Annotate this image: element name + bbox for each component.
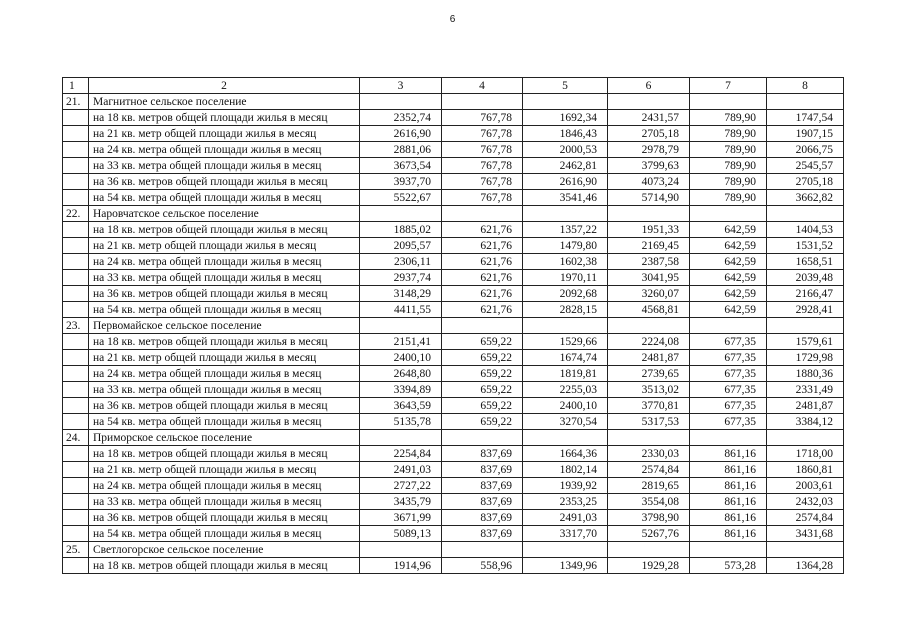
value-cell: 5317,53: [608, 414, 690, 430]
row-description: на 33 кв. метра общей площади жилья в месяц: [89, 494, 360, 510]
page-number: 6: [449, 14, 456, 25]
empty-cell: [442, 318, 523, 334]
value-cell: 3554,08: [608, 494, 690, 510]
value-cell: 2491,03: [523, 510, 608, 526]
value-cell: 1819,81: [523, 366, 608, 382]
table-row: [63, 398, 844, 414]
row-description: на 21 кв. метр общей площади жилья в месяц: [89, 350, 360, 366]
value-cell: 1364,28: [767, 558, 844, 574]
value-cell: 677,35: [690, 398, 767, 414]
value-cell: 2978,79: [608, 142, 690, 158]
empty-cell: [360, 430, 442, 446]
value-cell: 2331,49: [767, 382, 844, 398]
value-cell: 642,59: [690, 254, 767, 270]
table-row: [63, 446, 844, 462]
value-cell: 2353,25: [523, 494, 608, 510]
empty-cell: [63, 334, 89, 350]
value-cell: 2545,57: [767, 158, 844, 174]
value-cell: 1718,00: [767, 446, 844, 462]
empty-cell: [523, 430, 608, 446]
empty-cell: [63, 174, 89, 190]
value-cell: 861,16: [690, 462, 767, 478]
value-cell: 642,59: [690, 238, 767, 254]
value-cell: 789,90: [690, 158, 767, 174]
table-row: [63, 510, 844, 526]
empty-cell: [63, 286, 89, 302]
value-cell: 1939,92: [523, 478, 608, 494]
value-cell: 659,22: [442, 382, 523, 398]
value-cell: 1404,53: [767, 222, 844, 238]
section-row: [63, 206, 844, 222]
value-cell: 677,35: [690, 350, 767, 366]
empty-cell: [63, 158, 89, 174]
row-description: на 24 кв. метра общей площади жилья в месяц: [89, 478, 360, 494]
row-description: на 18 кв. метров общей площади жилья в месяц: [89, 110, 360, 126]
value-cell: 1531,52: [767, 238, 844, 254]
value-cell: 789,90: [690, 174, 767, 190]
value-cell: 2574,84: [767, 510, 844, 526]
section-index: 24.: [63, 430, 89, 446]
section-title: Магнитное сельское поселение: [89, 94, 360, 110]
value-cell: 1880,36: [767, 366, 844, 382]
header-cell: 5: [523, 78, 608, 94]
value-cell: 2039,48: [767, 270, 844, 286]
value-cell: 3435,79: [360, 494, 442, 510]
empty-cell: [63, 414, 89, 430]
section-index: 25.: [63, 542, 89, 558]
value-cell: 2000,53: [523, 142, 608, 158]
empty-cell: [767, 318, 844, 334]
value-cell: 3270,54: [523, 414, 608, 430]
table-row: [63, 494, 844, 510]
value-cell: 642,59: [690, 270, 767, 286]
value-cell: 1914,96: [360, 558, 442, 574]
row-description: на 36 кв. метров общей площади жилья в месяц: [89, 174, 360, 190]
value-cell: 1479,80: [523, 238, 608, 254]
value-cell: 3673,54: [360, 158, 442, 174]
section-title: Приморское сельское поселение: [89, 430, 360, 446]
value-cell: 2739,65: [608, 366, 690, 382]
empty-cell: [63, 350, 89, 366]
value-cell: 1658,51: [767, 254, 844, 270]
header-cell: 8: [767, 78, 844, 94]
section-index: 22.: [63, 206, 89, 222]
section-title: Светлогорское сельское поселение: [89, 542, 360, 558]
row-description: на 33 кв. метра общей площади жилья в месяц: [89, 270, 360, 286]
value-cell: 2169,45: [608, 238, 690, 254]
value-cell: 677,35: [690, 334, 767, 350]
value-cell: 677,35: [690, 382, 767, 398]
value-cell: 1692,34: [523, 110, 608, 126]
value-cell: 3937,70: [360, 174, 442, 190]
empty-cell: [442, 206, 523, 222]
value-cell: 2431,57: [608, 110, 690, 126]
row-description: на 24 кв. метра общей площади жилья в месяц: [89, 142, 360, 158]
value-cell: 2224,08: [608, 334, 690, 350]
empty-cell: [63, 254, 89, 270]
value-cell: 837,69: [442, 494, 523, 510]
value-cell: 3317,70: [523, 526, 608, 542]
value-cell: 789,90: [690, 126, 767, 142]
value-cell: 621,76: [442, 286, 523, 302]
value-cell: 861,16: [690, 478, 767, 494]
empty-cell: [63, 558, 89, 574]
empty-cell: [63, 446, 89, 462]
value-cell: 861,16: [690, 446, 767, 462]
empty-cell: [767, 542, 844, 558]
empty-cell: [63, 494, 89, 510]
row-description: на 54 кв. метра общей площади жилья в месяц: [89, 302, 360, 318]
row-description: на 33 кв. метра общей площади жилья в месяц: [89, 158, 360, 174]
value-cell: 767,78: [442, 126, 523, 142]
value-cell: 3643,59: [360, 398, 442, 414]
value-cell: 4411,55: [360, 302, 442, 318]
value-cell: 789,90: [690, 142, 767, 158]
table-row: [63, 478, 844, 494]
value-cell: 1885,02: [360, 222, 442, 238]
empty-cell: [523, 94, 608, 110]
section-title: Наровчатское сельское поселение: [89, 206, 360, 222]
empty-cell: [360, 318, 442, 334]
value-cell: 1970,11: [523, 270, 608, 286]
empty-cell: [690, 318, 767, 334]
row-description: на 18 кв. метров общей площади жилья в месяц: [89, 558, 360, 574]
empty-cell: [690, 542, 767, 558]
tariff-table: [62, 77, 844, 574]
table-row: [63, 158, 844, 174]
value-cell: 2727,22: [360, 478, 442, 494]
value-cell: 861,16: [690, 526, 767, 542]
value-cell: 789,90: [690, 190, 767, 206]
empty-cell: [608, 206, 690, 222]
value-cell: 2616,90: [360, 126, 442, 142]
table-body: [63, 78, 844, 574]
value-cell: 1860,81: [767, 462, 844, 478]
header-cell: 3: [360, 78, 442, 94]
value-cell: 3260,07: [608, 286, 690, 302]
value-cell: 2819,65: [608, 478, 690, 494]
value-cell: 621,76: [442, 270, 523, 286]
value-cell: 2151,41: [360, 334, 442, 350]
value-cell: 2881,06: [360, 142, 442, 158]
empty-cell: [360, 542, 442, 558]
empty-cell: [690, 206, 767, 222]
value-cell: 767,78: [442, 174, 523, 190]
value-cell: 1846,43: [523, 126, 608, 142]
empty-cell: [63, 462, 89, 478]
table-row: [63, 110, 844, 126]
value-cell: 2828,15: [523, 302, 608, 318]
table-row: [63, 174, 844, 190]
table-row: [63, 222, 844, 238]
empty-cell: [63, 366, 89, 382]
row-description: на 21 кв. метр общей площади жилья в месяц: [89, 238, 360, 254]
value-cell: 642,59: [690, 222, 767, 238]
empty-cell: [63, 398, 89, 414]
value-cell: 659,22: [442, 398, 523, 414]
value-cell: 1357,22: [523, 222, 608, 238]
value-cell: 2937,74: [360, 270, 442, 286]
header-cell: 1: [63, 78, 89, 94]
table-row: [63, 414, 844, 430]
empty-cell: [608, 542, 690, 558]
row-description: на 54 кв. метра общей площади жилья в месяц: [89, 190, 360, 206]
section-index: 21.: [63, 94, 89, 110]
empty-cell: [523, 318, 608, 334]
section-row: [63, 430, 844, 446]
value-cell: 2095,57: [360, 238, 442, 254]
empty-cell: [63, 270, 89, 286]
row-description: на 36 кв. метров общей площади жилья в месяц: [89, 510, 360, 526]
value-cell: 659,22: [442, 334, 523, 350]
table-row: [63, 350, 844, 366]
value-cell: 2066,75: [767, 142, 844, 158]
value-cell: 642,59: [690, 302, 767, 318]
empty-cell: [442, 542, 523, 558]
empty-cell: [63, 142, 89, 158]
value-cell: 621,76: [442, 238, 523, 254]
empty-cell: [608, 318, 690, 334]
value-cell: 659,22: [442, 366, 523, 382]
value-cell: 5522,67: [360, 190, 442, 206]
value-cell: 659,22: [442, 414, 523, 430]
table-row: [63, 142, 844, 158]
header-cell: 2: [89, 78, 360, 94]
value-cell: 2400,10: [360, 350, 442, 366]
value-cell: 3394,89: [360, 382, 442, 398]
empty-cell: [690, 94, 767, 110]
value-cell: 789,90: [690, 110, 767, 126]
value-cell: 2481,87: [767, 398, 844, 414]
value-cell: 2254,84: [360, 446, 442, 462]
table-row: [63, 462, 844, 478]
value-cell: 677,35: [690, 366, 767, 382]
empty-cell: [63, 382, 89, 398]
empty-cell: [63, 238, 89, 254]
row-description: на 18 кв. метров общей площади жилья в месяц: [89, 446, 360, 462]
value-cell: 5714,90: [608, 190, 690, 206]
value-cell: 1579,61: [767, 334, 844, 350]
table-row: [63, 238, 844, 254]
row-description: на 24 кв. метра общей площади жилья в месяц: [89, 254, 360, 270]
value-cell: 767,78: [442, 158, 523, 174]
value-cell: 3671,99: [360, 510, 442, 526]
empty-cell: [63, 478, 89, 494]
value-cell: 2648,80: [360, 366, 442, 382]
value-cell: 642,59: [690, 286, 767, 302]
value-cell: 3041,95: [608, 270, 690, 286]
value-cell: 1729,98: [767, 350, 844, 366]
row-description: на 54 кв. метра общей площади жилья в месяц: [89, 414, 360, 430]
section-row: [63, 94, 844, 110]
value-cell: 621,76: [442, 302, 523, 318]
value-cell: 1529,66: [523, 334, 608, 350]
value-cell: 3431,68: [767, 526, 844, 542]
empty-cell: [523, 206, 608, 222]
value-cell: 573,28: [690, 558, 767, 574]
value-cell: 2574,84: [608, 462, 690, 478]
header-row: [63, 78, 844, 94]
value-cell: 3770,81: [608, 398, 690, 414]
value-cell: 4568,81: [608, 302, 690, 318]
value-cell: 2306,11: [360, 254, 442, 270]
table-row: [63, 254, 844, 270]
empty-cell: [767, 206, 844, 222]
value-cell: 1674,74: [523, 350, 608, 366]
value-cell: 2616,90: [523, 174, 608, 190]
value-cell: 2330,03: [608, 446, 690, 462]
row-description: на 21 кв. метр общей площади жилья в месяц: [89, 126, 360, 142]
value-cell: 767,78: [442, 190, 523, 206]
row-description: на 36 кв. метров общей площади жилья в месяц: [89, 286, 360, 302]
value-cell: 621,76: [442, 222, 523, 238]
value-cell: 5135,78: [360, 414, 442, 430]
empty-cell: [767, 430, 844, 446]
table-row: [63, 302, 844, 318]
value-cell: 837,69: [442, 478, 523, 494]
empty-cell: [442, 430, 523, 446]
empty-cell: [608, 94, 690, 110]
empty-cell: [360, 206, 442, 222]
value-cell: 1747,54: [767, 110, 844, 126]
value-cell: 3384,12: [767, 414, 844, 430]
value-cell: 2432,03: [767, 494, 844, 510]
value-cell: 2928,41: [767, 302, 844, 318]
empty-cell: [63, 510, 89, 526]
empty-cell: [690, 430, 767, 446]
empty-cell: [63, 126, 89, 142]
table-row: [63, 286, 844, 302]
table-row: [63, 126, 844, 142]
empty-cell: [523, 542, 608, 558]
value-cell: 2400,10: [523, 398, 608, 414]
value-cell: 837,69: [442, 446, 523, 462]
empty-cell: [63, 526, 89, 542]
table-row: [63, 558, 844, 574]
row-description: на 18 кв. метров общей площади жилья в месяц: [89, 222, 360, 238]
value-cell: 837,69: [442, 510, 523, 526]
value-cell: 4073,24: [608, 174, 690, 190]
empty-cell: [63, 110, 89, 126]
empty-cell: [767, 94, 844, 110]
value-cell: 558,96: [442, 558, 523, 574]
value-cell: 837,69: [442, 526, 523, 542]
value-cell: 3799,63: [608, 158, 690, 174]
empty-cell: [442, 94, 523, 110]
header-cell: 7: [690, 78, 767, 94]
value-cell: 861,16: [690, 494, 767, 510]
value-cell: 1664,36: [523, 446, 608, 462]
row-description: на 33 кв. метра общей площади жилья в месяц: [89, 382, 360, 398]
row-description: на 18 кв. метров общей площади жилья в месяц: [89, 334, 360, 350]
value-cell: 2462,81: [523, 158, 608, 174]
value-cell: 3541,46: [523, 190, 608, 206]
value-cell: 1929,28: [608, 558, 690, 574]
row-description: на 36 кв. метров общей площади жилья в месяц: [89, 398, 360, 414]
value-cell: 3513,02: [608, 382, 690, 398]
value-cell: 837,69: [442, 462, 523, 478]
value-cell: 767,78: [442, 142, 523, 158]
value-cell: 3798,90: [608, 510, 690, 526]
empty-cell: [608, 430, 690, 446]
value-cell: 2166,47: [767, 286, 844, 302]
value-cell: 1951,33: [608, 222, 690, 238]
value-cell: 659,22: [442, 350, 523, 366]
table-row: [63, 270, 844, 286]
table-row: [63, 526, 844, 542]
value-cell: 2705,18: [767, 174, 844, 190]
value-cell: 1349,96: [523, 558, 608, 574]
section-row: [63, 318, 844, 334]
row-description: на 24 кв. метра общей площади жилья в месяц: [89, 366, 360, 382]
value-cell: 861,16: [690, 510, 767, 526]
empty-cell: [360, 94, 442, 110]
section-title: Первомайское сельское поселение: [89, 318, 360, 334]
value-cell: 767,78: [442, 110, 523, 126]
value-cell: 2705,18: [608, 126, 690, 142]
empty-cell: [63, 190, 89, 206]
table-row: [63, 366, 844, 382]
value-cell: 1802,14: [523, 462, 608, 478]
value-cell: 3662,82: [767, 190, 844, 206]
value-cell: 2092,68: [523, 286, 608, 302]
section-row: [63, 542, 844, 558]
header-cell: 6: [608, 78, 690, 94]
value-cell: 621,76: [442, 254, 523, 270]
value-cell: 2481,87: [608, 350, 690, 366]
table-row: [63, 382, 844, 398]
row-description: на 21 кв. метр общей площади жилья в месяц: [89, 462, 360, 478]
value-cell: 2352,74: [360, 110, 442, 126]
empty-cell: [63, 302, 89, 318]
value-cell: 3148,29: [360, 286, 442, 302]
table-row: [63, 190, 844, 206]
table-row: [63, 334, 844, 350]
value-cell: 1907,15: [767, 126, 844, 142]
empty-cell: [63, 222, 89, 238]
value-cell: 677,35: [690, 414, 767, 430]
value-cell: 2491,03: [360, 462, 442, 478]
value-cell: 1602,38: [523, 254, 608, 270]
value-cell: 2003,61: [767, 478, 844, 494]
header-cell: 4: [442, 78, 523, 94]
row-description: на 54 кв. метра общей площади жилья в месяц: [89, 526, 360, 542]
value-cell: 2255,03: [523, 382, 608, 398]
section-index: 23.: [63, 318, 89, 334]
value-cell: 5267,76: [608, 526, 690, 542]
value-cell: 2387,58: [608, 254, 690, 270]
value-cell: 5089,13: [360, 526, 442, 542]
